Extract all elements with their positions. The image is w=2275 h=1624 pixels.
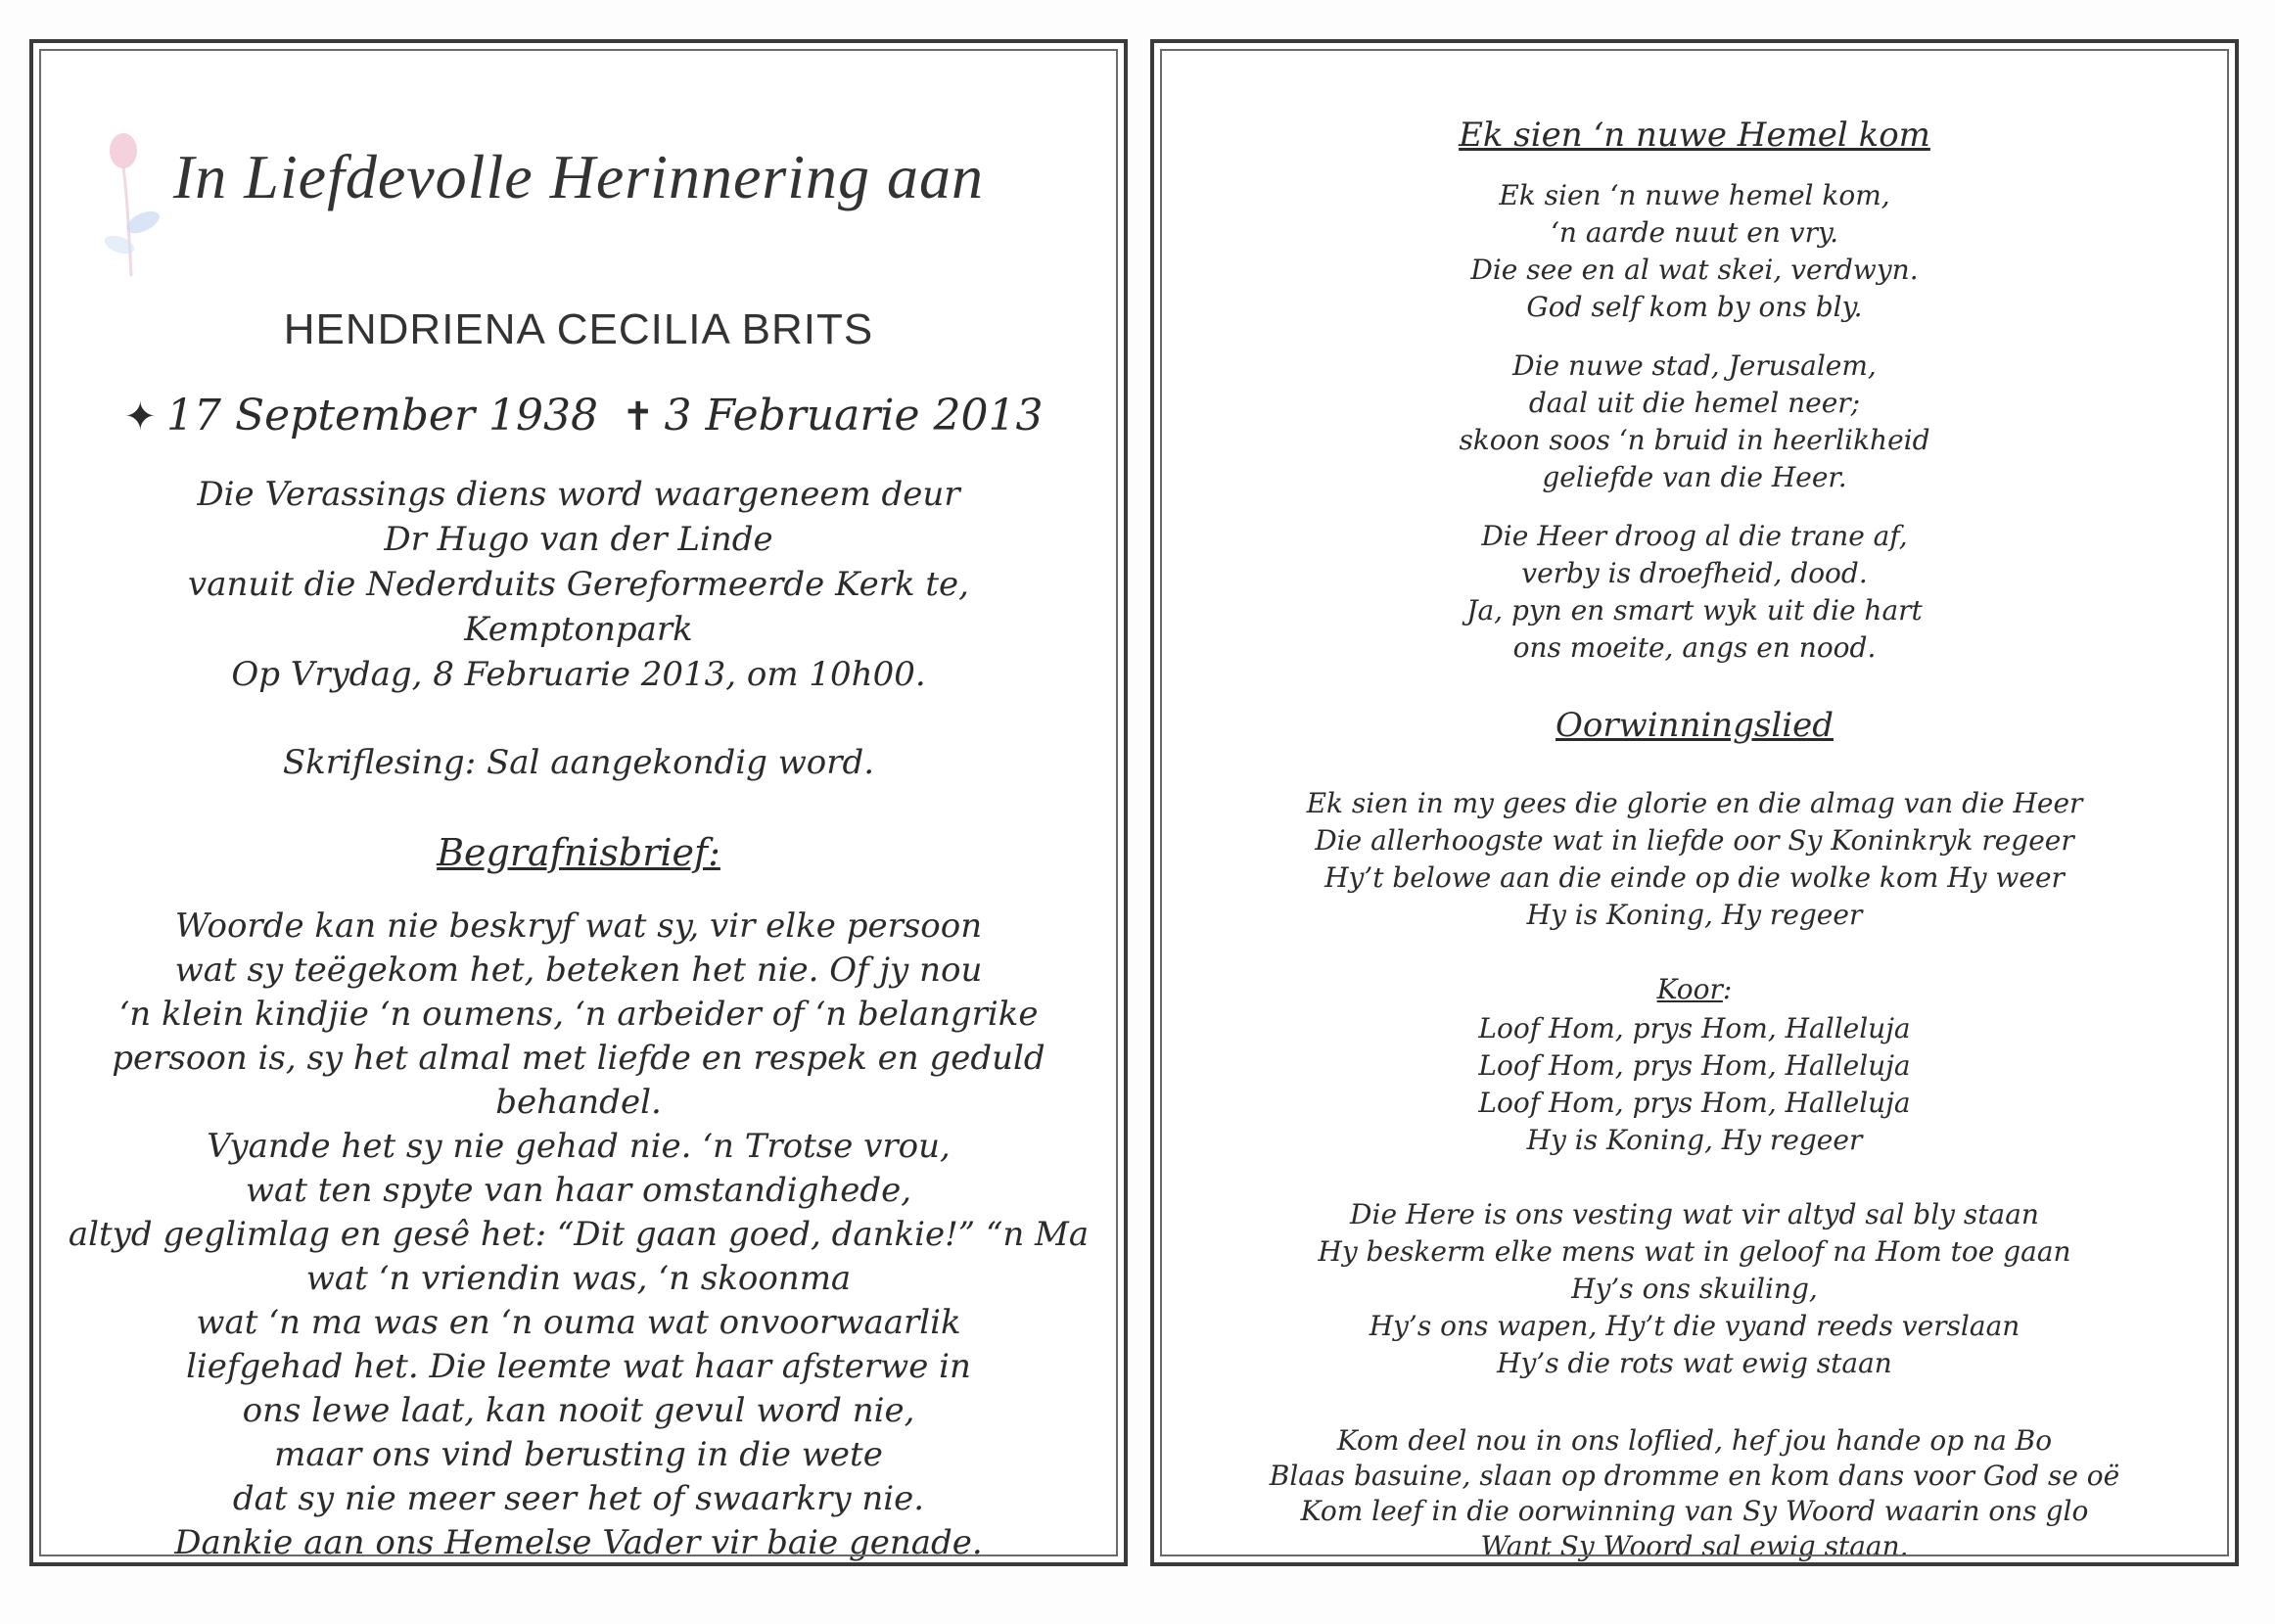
scripture-reading: Skriflesing: Sal aangekondig word. — [282, 743, 875, 782]
right-page — [1150, 39, 2239, 1566]
verse-line: Die Heer droog al die trane af, — [1481, 520, 1908, 552]
letter-line: wat ten spyte van haar omstandighede, — [245, 1171, 912, 1210]
letter-line: Vyande het sy nie gehad nie. ‘n Trotse vrou, — [207, 1127, 951, 1166]
verse-line: Ja, pyn en smart wyk uit die hart — [1466, 594, 1923, 626]
service-line: Kemptonpark — [464, 610, 693, 649]
verse-line: verby is droefheid, dood. — [1521, 557, 1868, 589]
chorus-label — [1174, 973, 2215, 1005]
death-cross-icon: ✝ — [621, 394, 655, 440]
song-line: Kom deel nou in ons loflied, hef jou hande op na Bo — [1336, 1424, 2053, 1457]
song-line: Hy’s die rots wat ewig staan — [1497, 1347, 1892, 1379]
letter-line: behandel. — [495, 1083, 662, 1122]
death-date: 3 Februarie 2013 — [664, 391, 1044, 441]
hymn-verse-3 — [1174, 518, 2215, 667]
verse-line: Ek sien ‘n nuwe hemel kom, — [1499, 179, 1890, 211]
chorus-label-colon: : — [1722, 973, 1733, 1005]
letter-line: liefgehad het. Die leemte wat haar afsterwe in — [186, 1347, 971, 1386]
verse-line: ‘n aarde nuut en vry. — [1551, 216, 1838, 249]
hymn-title-wrap — [1174, 116, 2215, 155]
verse-line: skoon soos ‘n bruid in heerlikheid — [1459, 424, 1930, 456]
song-line: Blaas basuine, slaan op dromme en kom dans voor God se oë — [1269, 1460, 2120, 1492]
letter-line: ‘n klein kindjie ‘n oumens, ‘n arbeider of ‘n belangrike — [118, 995, 1039, 1034]
deceased-name: HENDRIENA CECILIA BRITS — [283, 305, 874, 353]
service-line: Die Verassings diens word waargeneem deur — [197, 475, 960, 514]
letter-line: wat ‘n vriendin was, ‘n skoonma — [305, 1259, 852, 1298]
service-line: Op Vrydag, 8 Februarie 2013, om 10h00. — [231, 655, 926, 694]
verse-line: Die see en al wat skei, verdwyn. — [1470, 254, 1919, 286]
song-line: Hy’t belowe aan die einde op die wolke kom Hy weer — [1324, 861, 2065, 894]
birth-star-icon: ✦ — [123, 394, 157, 440]
letter-line: Woorde kan nie beskryf wat sy, vir elke persoon — [174, 906, 983, 946]
hymn-verse-2 — [1174, 348, 2215, 496]
life-dates — [53, 391, 1104, 441]
birth-date: 17 September 1938 — [166, 391, 598, 441]
hymn-title: Ek sien ‘n nuwe Hemel kom — [1459, 116, 1930, 155]
song-title: Oorwinningslied — [1555, 706, 1834, 745]
verse-line: daal uit die hemel neer; — [1528, 387, 1861, 419]
song-line: Ek sien in my gees die glorie en die almag van die Heer — [1306, 787, 2083, 819]
song-line: Hy beskerm elke mens wat in geloof na Hom toe gaan — [1318, 1235, 2071, 1268]
song-verse-1 — [1174, 785, 2215, 934]
verse-line: Die nuwe stad, Jerusalem, — [1512, 349, 1877, 382]
song-line: Loof Hom, prys Hom, Halleluja — [1478, 1012, 1911, 1044]
letter-line: dat sy nie meer seer het of swaarkry nie. — [232, 1479, 925, 1518]
service-line: vanuit die Nederduits Gereformeerde Kerk te, — [188, 565, 969, 604]
letter-line: altyd geglimlag en gesê het: “Dit gaan goed, dankie!” “n Ma — [68, 1215, 1090, 1254]
song-title-wrap — [1174, 706, 2215, 745]
song-line: Hy’s ons wapen, Hy’t die vyand reeds verslaan — [1369, 1310, 2020, 1342]
letter-line: maar ons vind berusting in die wete — [274, 1435, 883, 1474]
left-page — [29, 39, 1128, 1566]
service-line: Dr Hugo van der Linde — [384, 520, 773, 559]
chorus-label-text: Koor — [1656, 973, 1723, 1005]
verse-line: God self kom by ons bly. — [1526, 291, 1863, 323]
letter-line: ons lewe laat, kan nooit gevul word nie, — [242, 1391, 915, 1430]
song-chorus — [1174, 1010, 2215, 1159]
song-line: Loof Hom, prys Hom, Halleluja — [1478, 1087, 1911, 1119]
funeral-letter — [53, 905, 1104, 1565]
song-line: Loof Hom, prys Hom, Halleluja — [1478, 1049, 1911, 1082]
verse-line: ons moeite, angs en nood. — [1512, 631, 1877, 664]
hymn-verse-1 — [1174, 177, 2215, 326]
service-details — [53, 472, 1104, 697]
letter-line: Dankie aan ons Hemelse Vader vir baie genade. — [174, 1523, 983, 1562]
verse-line: geliefde van die Heer. — [1542, 461, 1847, 493]
song-verse-2 — [1174, 1196, 2215, 1382]
song-line: Kom leef in die oorwinning van Sy Woord waarin ons glo — [1300, 1495, 2089, 1527]
song-line: Hy’s ons skuiling, — [1571, 1273, 1818, 1305]
song-line: Want Sy Woord sal ewig staan. — [1480, 1530, 1909, 1562]
letter-heading: Begrafnisbrief: — [437, 831, 720, 874]
song-line: Die allerhoogste wat in liefde oor Sy Koninkryk regeer — [1315, 824, 2074, 857]
letter-line: persoon is, sy het almal met liefde en respek en geduld — [112, 1039, 1045, 1078]
song-verse-3 — [1174, 1423, 2215, 1564]
memorial-heading: In Liefdevolle Herinnering aan — [172, 142, 985, 211]
song-line: Hy is Koning, Hy regeer — [1526, 899, 1863, 931]
letter-line: wat ‘n ma was en ‘n ouma wat onvoorwaarlik — [196, 1303, 961, 1342]
song-line: Hy is Koning, Hy regeer — [1526, 1124, 1863, 1156]
song-line: Die Here is ons vesting wat vir altyd sal bly staan — [1350, 1198, 2039, 1230]
letter-heading-wrap — [53, 831, 1104, 874]
letter-line: wat sy teëgekom het, beteken het nie. Of jy nou — [174, 951, 983, 990]
